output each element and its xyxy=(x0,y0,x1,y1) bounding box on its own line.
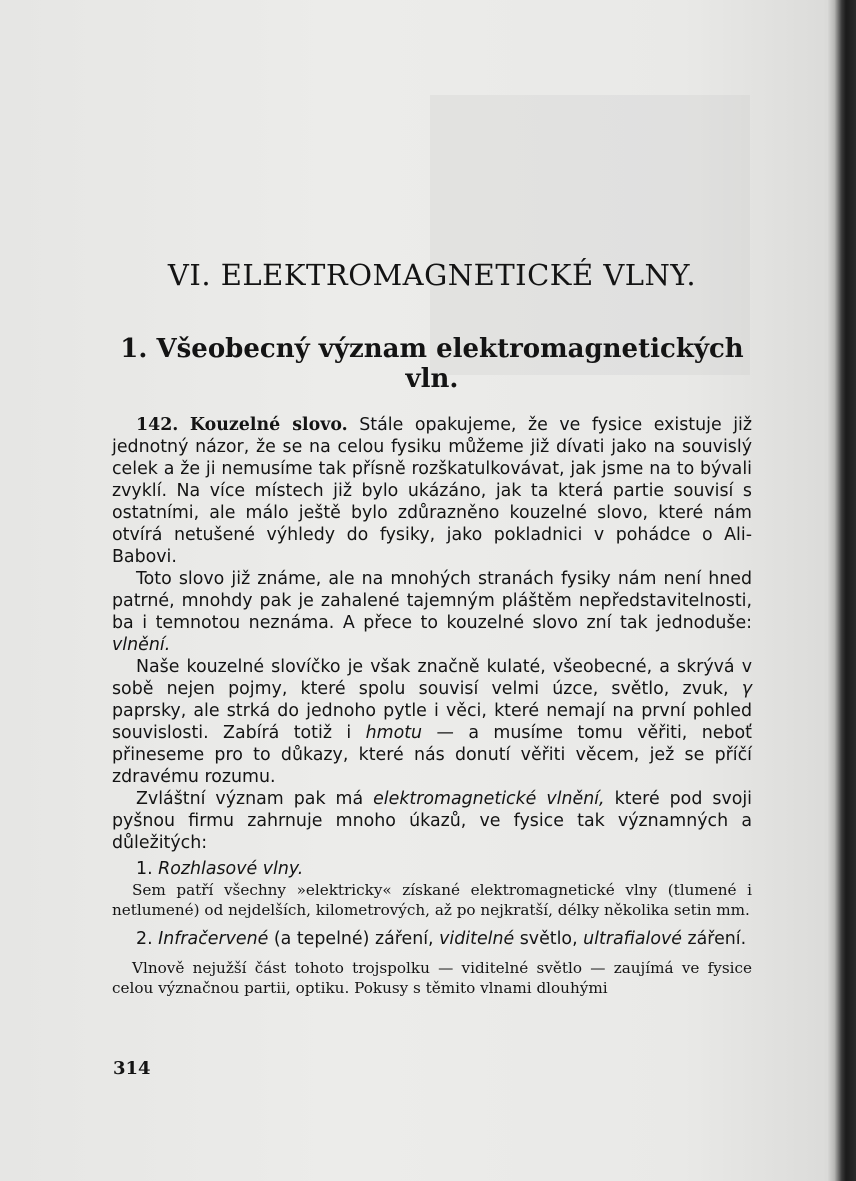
item-1-title: Rozhlasové vlny. xyxy=(158,859,304,879)
show-through-shadow xyxy=(430,95,750,375)
paragraph-elektromagneticke: Zvláštní význam pak má elektromagnetické vlnění, které pod svoji pyšnou firmu zahrnuje mnoho úkazů, ve fysice tak významných a důležitých: xyxy=(112,789,753,853)
gamma-symbol: γ xyxy=(741,679,752,699)
body-text xyxy=(112,414,752,998)
emphasis-elektromagneticke-vlneni: elektromagnetické vlnění, xyxy=(373,789,605,809)
paragraph-kouzelne-slovicko: Naše kouzelné slovíčko je však značně kulaté, všeobecné, a skrývá v sobě nejen pojmy, které spolu souvisí velmi úzce, světlo, zvuk, γ paprsky, ale strká do jednoho pytle i věci, které nemají na první pohled souvislosti. Zabírá totiž i hmotu — a musíme tomu věřiti, neboť přineseme pro to důkazy, které nás donutí věřiti věcem, jež se příčí zdravému rozumu. xyxy=(112,657,752,787)
list-item-2: 2. Infračervené (a tepelné) záření, viditelné světlo, ultrafialové záření. xyxy=(136,929,747,949)
paragraph-number: 142. xyxy=(136,415,179,435)
list-item-2-description: Vlnově nejužší část tohoto trojspolku — viditelné světlo — zaujímá ve fysice celou význačnou partii, optiku. Pokusy s těmito vlnami dlouhými xyxy=(112,959,752,997)
emphasis-hmotu: hmotu xyxy=(365,723,423,743)
paragraph-heading: Kouzelné slovo. xyxy=(189,415,348,435)
list-item-1: 1. Rozhlasové vlny. xyxy=(136,859,304,879)
chapter-title: VI. ELEKTROMAGNETICKÉ VLNY. xyxy=(167,258,697,292)
emphasis-vlneni: vlnění. xyxy=(112,635,171,655)
paragraph-vlneni: Toto slovo již známe, ale na mnohých stranách fysiky nám není hned patrné, mnohdy pak je zahalené tajemným pláštěm nepředstavitelnosti, ba i temnotou neznáma. A přece to kouzelné slovo zní tak jednoduše: vlnění. xyxy=(112,569,752,655)
page-number: 314 xyxy=(113,1058,151,1079)
book-binding xyxy=(834,0,856,1181)
list-item-1-description: Sem patří všechny »elektricky« získané elektromagnetické vlny (tlumené i netlumené) od nejdelších, kilometrových, až po nejkratší, délky několika setin mm. xyxy=(112,881,752,919)
paragraph-text: Stále opakujeme, že ve fysice existuje již jednotný názor, že se na celou fysiku můžeme již dívati jako na souvislý celek a že ji nemusíme tak přísně rozškatulkovávat, jak jsme na to bývali zvyklí. Na více místech již bylo ukázáno, jak ta která partie souvisí s ostatními, ale málo ještě bylo zdůrazněno kouzelné slovo, které nám otvírá netušené výhledy do fysiky, jako pokladnici v pohádce o Ali-Babovi. xyxy=(112,415,752,567)
paragraph-142 xyxy=(112,414,752,568)
section-title: 1. Všeobecný význam elektromagnetických vln. xyxy=(120,334,744,394)
